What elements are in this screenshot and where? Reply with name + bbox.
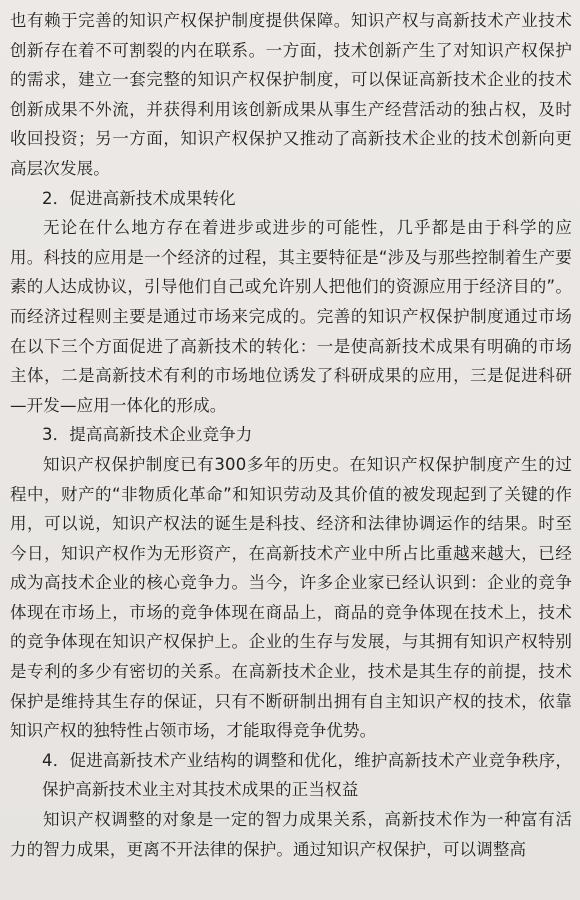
- section-heading-4: 4．促进高新技术产业结构的调整和优化，维护高新技术产业竞争秩序，保护高新技术业主对其技术成果的正当权益: [42, 750, 572, 800]
- body-paragraph-3: 知识产权保护制度已有300多年的历史。在知识产权保护制度产生的过程中，财产的“非物质化革命”和知识劳动及其价值的被发现起到了关键的作用，可以说，知识产权法的诞生是科技、经济和法律协调运作的结果。时至今日，知识产权作为无形资产，在高新技术产业中所占比重越来越大，已经成为高技术企业的核心竞争力。当今，许多企业家已经认识到：企业的竞争体现在市场上，市场的竞争体现在商品上，商品的竞争体现在技术上，技术的竞争体现在知识产权保护上。企业的生存与发展，与其拥有知识产权特别是专利的多少有密切的关系。在高新技术企业，技术是其生存的前提，技术保护是维持其生存的保证，只有不断研制出拥有自主知识产权的技术，依靠知识产权的独特性占领市场，才能取得竞争优势。: [10, 454, 572, 741]
- body-paragraph-1: 也有赖于完善的知识产权保护制度提供保障。知识产权与高新技术产业技术创新存在着不可割裂的内在联系。一方面，技术创新产生了对知识产权保护的需求，建立一套完整的知识产权保护制度，可以保证高新技术企业的技术创新成果不外流，并获得利用该创新成果从事生产经营活动的独占权，及时收回投资；另一方面，知识产权保护又推动了高新技术企业的技术创新向更高层次发展。: [10, 11, 572, 178]
- body-paragraph-2: 无论在什么地方存在着进步或进步的可能性，几乎都是由于科学的应用。科技的应用是一个经济的过程，其主要特征是“涉及与那些控制着生产要素的人达成协议，引导他们自己或允许别人把他们的资源应用于经济目的”。而经济过程则主要是通过市场来完成的。完善的知识产权保护制度通过市场在以下三个方面促进了高新技术的转化：一是使高新技术成果有明确的市场主体，二是高新技术有利的市场地位诱发了科研成果的应用，三是促进科研—开发—应用一体化的形成。: [10, 218, 572, 415]
- section-heading-3: 3．提高高新技术企业竞争力: [42, 425, 253, 445]
- body-paragraph-4: 知识产权调整的对象是一定的智力成果关系，高新技术作为一种富有活力的智力成果，更离不开法律的保护。通过知识产权保护，可以调整高: [10, 810, 572, 859]
- section-heading-2: 2．促进高新技术成果转化: [42, 188, 236, 208]
